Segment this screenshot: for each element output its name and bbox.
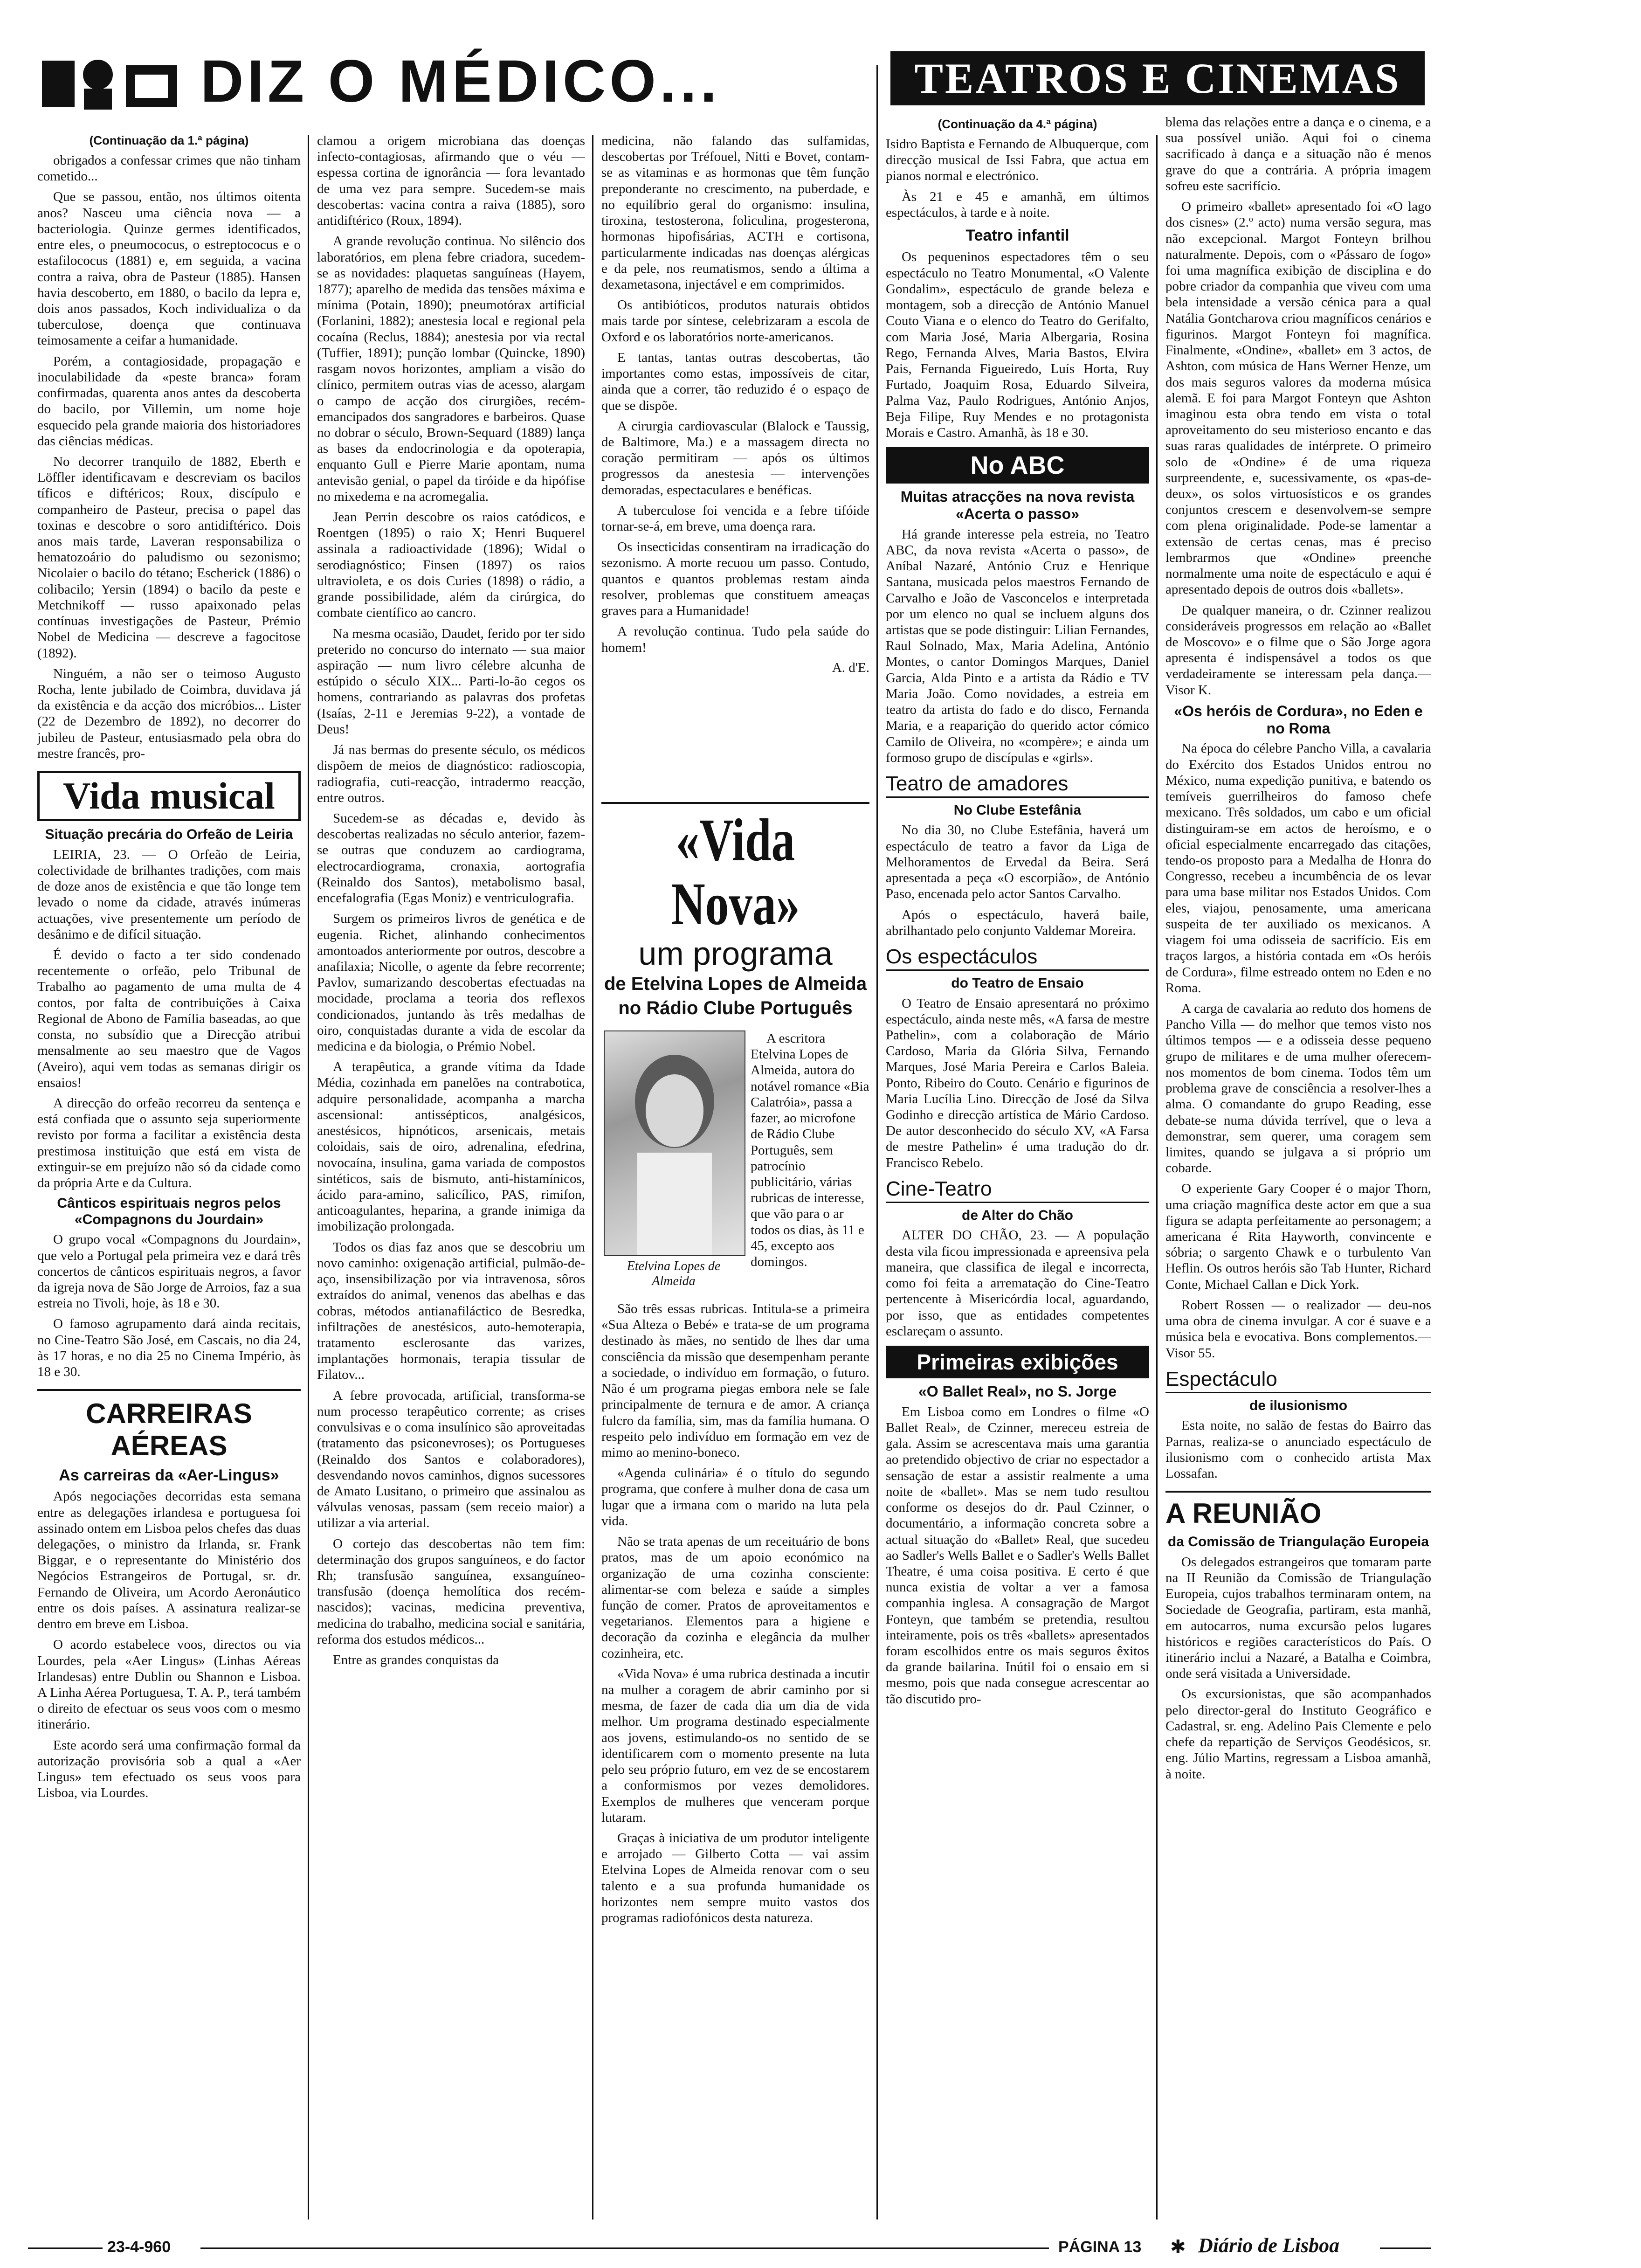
doctor-icon: [33, 51, 186, 112]
ballet-real-title: «O Ballet Real», no S. Jorge: [918, 1383, 1117, 1400]
article-paragraph: Jean Perrin descobre os raios catódicos, e Roentgen (1895) o raio X; Henri Buquerel assinala a radioactividade (1896); Widal o serodiagnóstico; Finsen (1897) os raios ultravioleta, e os dois Curies (1898) o rádio, a grande possibilidade, além da cirúrgica, do combate científico ao cancro.: [317, 510, 585, 621]
article-paragraph: LEIRIA, 23. — O Orfeão de Leiria, colectividade de brilhantes tradições, com mais de doze anos de existência e que tão longe tem levado o nome da cidade, através inúmeras actuações, vive presentemente um período de desânimo e de difícil situação.: [37, 847, 301, 942]
article-paragraph: Os pequeninos espectadores têm o seu espectáculo no Teatro Monumental, «O Valente Gondalim», espectáculo de grande beleza e montagem, sob a direcção de António Manuel Couto Viana e o elenco do Teatro do Gerifalto, com Maria José, Maria Albergaria, Rosina Rego, Fernanda Alves, Maria Bastos, Elvira Pais, Fernanda Figueiredo, Luís Horta, Ruy Furtado, Joaquim Rosa, Eduardo Silveira, Palma Vaz, Paulo Rodrigues, António Anjos, Beja Filipe, Ruy Mendes e no protagonista Morais e Castro. Amanhã, às 18 e 30.: [886, 249, 1149, 440]
article-paragraph: A grande revolução continua. No silêncio dos laboratórios, em plena febre criadora, sucedem-se as novidades: plaquetas sanguíneas (Hayem, 1877); aparelho de medida das tensões máxima e mínima (Potain, 1890); pneumotórax artificial (Forlanini, 1882); anestesia local e regional pela cocaína (Reclus, 1884); anestesia por via rectal (Tuffier, 1891); punção lombar (Quincke, 1890) rasgam novos horizontes, ampliam a visão do clínico, permitem outras vias de acesso, alargam o campo de acção dos cirurgiões, recém-emancipados dos sangradores e barbeiros. Quase no dobrar o século, Brown-Sequard (1889) lança as bases da endocrinologia e da opoterapia, enquanto Gull e Pierre Marie apontam, numa antevisão genial, o papel da tiróide e da hipófise no mixedema e na acromegalia.: [317, 234, 585, 504]
article-paragraph: A revolução continua. Tudo pela saúde do homem!: [601, 624, 869, 655]
diz-medico-title: DIZ O MÉDICO...: [200, 48, 721, 115]
vida-musical-title: Vida musical: [37, 771, 301, 821]
continuation-note: (Continuação da 1.ª página): [89, 133, 249, 147]
column-1: [37, 131, 301, 2224]
column-rule: [308, 135, 309, 2220]
article-paragraph: Às 21 e 45 e amanhã, em últimos espectáculos, à tarde e à noite.: [886, 189, 1149, 220]
column-4: [886, 114, 1149, 2224]
column-rule: [592, 135, 593, 2220]
article-paragraph: São três essas rubricas. Intitula-se a primeira «Sua Alteza o Bebé» e trata-se de um programa destinado às mães, no sentido de lhes dar uma consciência da missão que desempenham perante a sociedade, o indivíduo em formação, o futuro. Não é um programa piegas embora nele se fale principalmente de ternura e de amor. A criança fulcro da família, sim, mas da família humana. O respeito pelo indivíduo em formação em vez de mimo ao menino-boneco.: [601, 1301, 869, 1460]
primeiras-exibicoes-banner: Primeiras exibições: [886, 1346, 1149, 1378]
article-paragraph: Os antibióticos, produtos naturais obtidos mais tarde por síntese, celebrizaram a escola de Oxford e os laboratórios norte-americanos.: [601, 297, 869, 345]
continuation-note: (Continuação da 4.ª página): [938, 117, 1097, 131]
footer-date: 23-4-960: [107, 2238, 171, 2256]
article-paragraph: O grupo vocal «Compagnons du Jourdain», que velo a Portugal pela primeira vez e dará três concertos de cânticos espirituais negros, a favor da igreja nova de São Jorge de Arroios, faz a sua estreia no Tivoli, hoje, às 18 e 30.: [37, 1232, 301, 1311]
article-paragraph: O acordo estabelece voos, directos ou via Lourdes, pela «Aer Lingus» (Linhas Aéreas Irlandesas) entre Dublin ou Shannon e Lisboa. A Linha Aérea Portuguesa, T. A. P., terá também o direito de efectuar os seus voos com o mesmo itinerário.: [37, 1637, 301, 1732]
article-paragraph: Os insecticidas consentiram na irradicação do sezonismo. A morte recuou um passo. Contudo, quantos e quantos problemas restam ainda resolver, problemas que constituem ameaças graves para a Humanidade!: [601, 539, 869, 619]
vida-nova-wrap-text: [751, 1030, 869, 1301]
column-rule: [1156, 135, 1158, 2220]
article-paragraph: No decorrer tranquilo de 1882, Eberth e Löffler identificavam e descreviam os bacilos tíficos e diftéricos; Roux, discípulo e companheiro de Pasteur, precisa o papel das toxinas e descobre o soro antidiftérico. Dois anos mais tarde, Laveran responsabiliza o hematozoário do paludismo ou sezonismo; Nicolaier o bacilo do tétano; Escherick (1886) o colibacilo; Yersin (1894) o bacilo da peste e Metchnikoff — russo apaixonado pelas contínuas investigações de Pasteur, Prémio Nobel de Medicina — descreve a fagocitose (1892).: [37, 454, 301, 661]
teatros-cinemas-title: TEATROS E CINEMAS: [914, 55, 1401, 102]
article-paragraph: Esta noite, no salão de festas do Bairro das Parnas, realiza-se o anunciado espectáculo de ilusionismo com o conhecido artista Max Lossafan.: [1165, 1418, 1431, 1481]
article-paragraph: Que se passou, então, nos últimos oitenta anos? Nasceu uma ciência nova — a bacteriologia. Quinze germes identificados, entre eles, o pneumococus, o estreptococus e o estafilococus (1881) e, em seguida, a vacina contra a raiva, obra de Pasteur (1885). Hansen havia descoberto, em 1880, o bacilo da lepra e, dois anos passados, Koch individualiza o da tuberculose, doença que continuava teimosamente a ceifar a humanidade.: [37, 189, 301, 348]
canticos-title: Cânticos espirituais negros pelos «Compagnons du Jourdain»: [57, 1196, 281, 1227]
article-paragraph: Porém, a contagiosidade, propagação e inoculabilidade da «peste branca» foram confirmadas, quarenta anos antes da descoberta do bacilo, por Villemin, um nome hoje esquecido pela grande maioria dos historiadores das ciências médicas.: [37, 353, 301, 449]
carreiras-subtitle: As carreiras da «Aer-Lingus»: [59, 1466, 279, 1485]
article-paragraph: Os delegados estrangeiros que tomaram parte na II Reunião da Comissão de Triangulação Europeia, cujos trabalhos terminaram ontem, na Sociedade de Geografia, partiram, esta manhã, em autocarros, numa excursão pelos lugares históricos e regiões característicos do País. O itinerário inclui a Nazaré, a Batalha e Coimbra, onde será visitada a Universidade.: [1165, 1554, 1431, 1681]
footer-newspaper-name: Diário de Lisboa: [1198, 2234, 1340, 2257]
article-paragraph: Isidro Baptista e Fernando de Albuquerque, com direcção musical de Issi Fabra, que actua em pianos normal e electrónico.: [886, 137, 1149, 184]
article-paragraph: medicina, não falando das sulfamidas, descobertas por Tréfouel, Nitti e Bovet, contam-se as vitaminas e as hormonas que têm função preponderante no crescimento, na puberdade, e no equilíbrio geral do organismo: insulina, tiroxina, testosterona, foliculina, progesterona, hormonas hipofisárias, ACTH e cortisona, particularmente indicadas nas doenças alérgicas e da pele, nos reumatismos, sendo a última a dexametasona, injectável e em comprimidos.: [601, 133, 869, 292]
article-paragraph: E tantas, tantas outras descobertas, tão importantes como estas, impossíveis de citar, ainda que a correr, tão reduzido é o espaço de que se dispõe.: [601, 350, 869, 413]
abc-title: Muitas atracções na nova revista «Acerta o passo»: [900, 488, 1135, 522]
espectaculo-title: Espectáculo: [1165, 1368, 1431, 1393]
article-paragraph: A tuberculose foi vencida e a febre tifóide tornar-se-á, em breve, uma doença rara.: [601, 503, 869, 534]
vida-nova-subtitle-1: um programa: [638, 935, 833, 972]
clube-estefania-title: No Clube Estefânia: [953, 802, 1082, 818]
article-paragraph: A terapêutica, a grande vítima da Idade Média, cozinhada em panelões na contrabotica, adquire personalidade, acompanha a marcha ascensional: antissépticos, analgésicos, anestésicos, hipnóticos, arsenicais, metais coloidais, sais de oiro, adrenalina, efedrina, novocaína, insulina, gama variada de compostos sintéticos, sais de bismuto, anti-histamínicos, ácido para-amino, salicílico, PAS, rimifon, anticoagulantes, heparina, a grande inimiga da imobilização prolongada.: [317, 1059, 585, 1234]
footer-page-number: PÁGINA 13: [1058, 2238, 1142, 2256]
vida-nova-subtitle-2: de Etelvina Lopes de Almeida: [604, 974, 867, 994]
cine-teatro-title: Cine-Teatro: [886, 1177, 1149, 1203]
article-paragraph: «Agenda culinária» é o título do segundo programa, que confere à mulher dona de casa um lugar que a irmana com o marido na luta pela vida.: [601, 1466, 869, 1528]
article-paragraph: A direcção do orfeão recorreu da sentença e está confiada que o assunto seja superiormente revisto por forma a facilitar a existência desta prestimosa instituição que está em vista de extinguir-se em prejuízo não só da cidade como da própria Arte e da Cultura.: [37, 1095, 301, 1191]
article-paragraph: Todos os dias faz anos que se descobriu um novo caminho: oxigenação artificial, pulmão-de-aço, insensibilização por via intravenosa, sôros extraídos do animal, venenos das abelhas e das cobras, métodos antianafiláctico de Besredka, infiltrações de anestésicos, auto-hemoterapia, tratamento esclerosante das varizes, implantações hormonais, terapia tissular de Filatov...: [317, 1239, 585, 1383]
article-paragraph: Graças à iniciativa de um produtor inteligente e arrojado — Gilberto Cotta — vai assim Etelvina Lopes de Almeida renovar com o seu talento e a sua profunda humanidade os horizontes nem sempre muito vastos dos programas radiofónicos desta natureza.: [601, 1831, 869, 1926]
article-paragraph: Ninguém, a não ser o teimoso Augusto Rocha, lente jubilado de Coimbra, duvidava já da existência e da acção dos micróbios... Lister (22 de Dezembro de 1892), no decorrer do jubileu de Pasteur, entusiasmado pela obra do mestre francês, pro-: [37, 666, 301, 761]
article-paragraph: Não se trata apenas de um receituário de bons pratos, mas de um apoio económico na organização de uma cozinha consciente: alimentar-se com beleza e saúde a simples função de comer. Pratos de aproveitamentos e vegetarianos. Elementos para a higiene e decoração da cozinha e elegância da mulher cozinheira, etc.: [601, 1534, 869, 1661]
article-paragraph: Os excursionistas, que são acompanhados pelo director-geral do Instituto Geográfico e Cadastral, sr. eng. Adelino Pais Clemente e pelo chefe da repartição de Serviços Geodésicos, sr. eng. Júlio Martins, regressam a Lisboa amanhã, à noite.: [1165, 1687, 1431, 1782]
teatro-ensaio-title: do Teatro de Ensaio: [951, 975, 1084, 991]
column-rule: [876, 65, 878, 2220]
portrait-photo: [604, 1030, 745, 1256]
footer-rule-left: [28, 2247, 103, 2249]
vida-nova-body: [601, 1301, 869, 2224]
article-paragraph: clamou a origem microbiana das doenças infecto-contagiosas, afirmando que o véu — espessa cortina de ignorância — fora levantado de uma vez para sempre. Sucedem-se mais descobertas: vacina contra a raiva (1885), soro antidiftérico (Roux, 1894).: [317, 133, 585, 228]
article-paragraph: É devido o facto a ter sido condenado recentemente o orfeão, pelo Tribunal de Trabalho ao pagamento de uma multa de 4 contos, por falta de contribuições à Caixa Regional de Abono de Família baseadas, ao que consta, no subsídio que a Direcção atribui mensalmente ao seu maestro que de Vagos (Aveiro), aqui vem todas as semanas dirigir os ensaios!: [37, 947, 301, 1090]
article-paragraph: Após o espectáculo, haverá baile, abrilhantado pelo conjunto Valdemar Moreira.: [886, 907, 1149, 938]
footer-rule-right: [1380, 2247, 1431, 2249]
star-icon: ✱: [1170, 2236, 1186, 2258]
footer-rule-middle: [200, 2247, 1049, 2249]
article-paragraph: A febre provocada, artificial, transforma-se num processo terapêutico corrente; as crises convulsivas e o coma insulínico são aproveitadas (tratamento das psiconevroses); os Portugueses (Reinaldo dos Santos e colaboradores), desvendando novos caminhos, dignos sucessores de Amato Lusitano, o primeiro que assinalou as válvulas venosas, passam (sem receio maior) a utilizar a via arterial.: [317, 1388, 585, 1531]
column-2: [317, 133, 585, 2224]
article-paragraph: No dia 30, no Clube Estefânia, haverá um espectáculo de teatro a favor da Liga de Melhoramentos de Ervedal da Beira. Será apresentada a peça «O escorpião», de António Paso, encenada pelo actor Santos Carvalho.: [886, 823, 1149, 902]
photo-caption: Etelvina Lopes de Almeida: [627, 1259, 721, 1289]
article-paragraph: Robert Rossen — o realizador — deu-nos uma obra de cinema invulgar. A cor é suave e a música bela e evocativa. Bons complementos.— Visor 55.: [1165, 1297, 1431, 1361]
article-paragraph: Surgem os primeiros livros de genética e de eugenia. Richet, alinhando conhecimentos amontoados anteriormente por outros, descobre a anafilaxia; Nicolle, o agente da febre recorrente; Pavlov, sumarizando descobertas efectuadas na mocidade, proclama a teoria dos reflexos condicionados, juntando às três medalhas de oiro, conquistadas durante a vida de escolar da medicina e da biologia, o Prémio Nobel.: [317, 911, 585, 1054]
reuniao-subtitle: da Comissão de Triangulação Europeia: [1167, 1534, 1429, 1550]
article-paragraph: Sucedem-se as décadas e, devido às descobertas realizadas no século anterior, fazem-se outras que conduzem ao cardiograma, electrocardiograma, cronaxia, aortografia (Reinaldo dos Santos), metabolismo basal, encefalografia (Egas Moniz) e ventriculografia.: [317, 810, 585, 906]
article-paragraph: Entre as grandes conquistas da: [333, 1653, 499, 1668]
article-paragraph: O experiente Gary Cooper é o major Thorn, uma criação magnífica deste actor em que a sua figura se adapta perfeitamente ao personagem; a americana é Rita Hayworth, convincente e sóbria; o sargento Chawk e o turbulento Van Heflin. Os outros heróis são Tab Hunter, Richard Conte, Michael Callan e Dick York.: [1165, 1181, 1431, 1292]
article-paragraph: Há grande interesse pela estreia, no Teatro ABC, da nova revista «Acerta o passo», de Aníbal Nazaré, António Cruz e Henrique Santana, musicada pelos maestros Fernando de Carvalho e João de Vasconcelos e interpretada por um elenco no qual se incluem alguns dos artistas que se pode distinguir: Lilian Fernandes, Raul Solnado, Max, Maria Adelina, António Montes, o cantor Domingos Marques, Daniel Garcia, Alda Pinto e a artista da Rádio e TV Maria João. Como novidades, a estreia em teatro da artista do fado e do disco, Fernanda Maria, e a reaparição do querido actor cómico Camilo de Oliveira, no «compère»; e ainda um formoso grupo de discípulas e «girls».: [886, 526, 1149, 765]
vida-nova-subtitle-3: no Rádio Clube Português: [618, 998, 853, 1018]
ilusionismo-title: de ilusionismo: [1249, 1397, 1348, 1413]
column-5: [1165, 114, 1431, 2224]
article-paragraph: obrigados a confessar crimes que não tinham cometido...: [37, 153, 301, 184]
vida-nova-header: [601, 802, 869, 1020]
article-paragraph: O Teatro de Ensaio apresentará no próximo espectáculo, ainda neste mês, «A farsa de mestre Pathelin», com a colaboração de Mário Cardoso, Maria da Glória Silva, Fernando Marques, José Maria Pereira e Carlos Baleia. Ponto, Ribeiro do Couto. Cenário e figurinos de Maria Lucília Lino. Direcção de José da Silva Godinho e direcção artística de Mário Cardoso. De autor desconhecido do século XV, «A Farsa de mestre Pathelin» é uma tradução do dr. Francisco Rebelo.: [886, 996, 1149, 1170]
article-signature: A. d'E.: [832, 660, 869, 675]
article-paragraph: «Vida Nova» é uma rubrica destinada a incutir na mulher a coragem de abrir caminho por si mesma, de fazer de cada dia um dia de vida melhor. Um programa destinado especialmente aos jovens, estimulando-os no sentido de se identificarem com o momento presente na luta pelo seu próprio futuro, em vez de se encostarem a conformismos por vezes demolidores. Exemplos de mulheres que venceram porque lutaram.: [601, 1666, 869, 1825]
article-paragraph: De qualquer maneira, o dr. Czinner realizou consideráveis progressos em relação ao «Ballet de Moscovo» e o filme que o São Jorge agora apresenta é indispensável a todos os que verdadeiramente se interessam pela dança.— Visor K.: [1165, 602, 1431, 698]
article-paragraph: blema das relações entre a dança e o cinema, e a sua possível união. Aqui foi o cinema sacrificado à dança e a situação não é menos grave do que a contrária. A própria imagem sofreu este sacrifício.: [1165, 115, 1431, 194]
article-paragraph: Na época do célebre Pancho Villa, a cavalaria do Exército dos Estados Unidos entrou no México, numa expedição punitiva, e batendo os temíveis guerrilheiros do famoso chefe mexicano. Três soldados, um cabo e um oficial distinguiram-se em actos de heroísmo, e o oficial especialmente encarregado das citações, tendo-os proposto para a Medalha de Honra do Congresso, recebeu a incumbência de os levar para uma base militar nos Estados Unidos. Com eles, viajou, penosamente, uma americana suspeita de ter auxiliado os mexicanos. A viagem foi uma odisseia de sacrifício. Eis em traços largos, a história contada em «Os heróis de Cordura», filme estreado ontem no Eden e no Roma.: [1165, 741, 1431, 996]
article-paragraph: Já nas bermas do presente século, os médicos dispõem de meios de diagnóstico: radioscopia, radiografia, cuti-reacção, intradermo reacção, entre outros.: [317, 742, 585, 805]
article-paragraph: Este acordo será uma confirmação formal da autorização provisória sob a qual a «Aer Lingus» tem efectuado os seus voos para Lisboa, via Lourdes.: [37, 1737, 301, 1801]
article-paragraph: A escritora Etelvina Lopes de Almeida, autora do notável romance «Bia Calatróia», passa a fazer, ao microfone de Rádio Clube Português, sem patrocínio publicitário, várias rubricas de interesse, que vão para o ar todos os dias, às 11 e 45, excepto aos domingos.: [751, 1031, 869, 1270]
article-paragraph: A cirurgia cardiovascular (Blalock e Taussig, de Baltimore, Ma.) e a massagem directa no coração permitiram — após os últimos progressos da anestesia — intervenções demoradas, espectaculares e benéficas.: [601, 418, 869, 498]
reuniao-title: A REUNIÃO: [1165, 1491, 1431, 1529]
no-abc-banner: No ABC: [886, 447, 1149, 484]
diz-medico-header: [33, 47, 872, 117]
alter-chao-title: de Alter do Chão: [962, 1207, 1073, 1223]
teatros-cinemas-header: [890, 51, 1425, 105]
teatro-amadores-title: Teatro de amadores: [886, 772, 1149, 798]
teatro-infantil-title: Teatro infantil: [965, 227, 1069, 245]
carreiras-aereas-title: CARREIRAS AÉREAS: [37, 1389, 301, 1462]
article-paragraph: Em Lisboa como em Londres o filme «O Ballet Real», de Czinner, mereceu estreia de gala. Assim se acrescentava mais uma garantia ao pretendido objectivo de criar no espectador a sensação de estar a assistir realmente a uma noite de «ballet». Mas se nem tudo resultou conforme os desejos do dr. Paul Czinner, o documentário, a informação concreta sobre a actual situação do «Ballet» Real, que sucedeu ao Sadler's Wells Ballet e o Sadler's Wells Ballet Theatre, é uma coisa positiva. E certo é que nunca existia de voltar a ver a famosa companhia inglesa. A consagração de Margot Fonteyn, que também se pretendia, resultou inteiramente, pois os três «ballets» apresentados foram escolhidos entre os mais seguros êxitos da grande bailarina. Inútil foi o ensaio em si mesmo, pois que nada consegue acrescentar ao tão discutido pro-: [886, 1404, 1149, 1707]
article-paragraph: O cortejo das descobertas não tem fim: determinação dos grupos sanguíneos, e do factor Rh; transfusão sanguínea, exsanguíneo-transfusão (doença hemolítica dos recém-nascidos); vacinas, medicina preventiva, medicina do trabalho, medicina social e sanitária, reforma dos estudos médicos...: [317, 1536, 585, 1647]
article-paragraph: Após negociações decorridas esta semana entre as delegações irlandesa e portuguesa foi assinado ontem em Lisboa pelos chefes das duas delegações, o ministro da Irlanda, sr. Frank Biggar, e o representante do Ministério dos Negócios Estrangeiros de Portugal, sr. dr. Fernando de Oliveira, um Acordo Aeronáutico entre os dois países. A assinatura realizar-se dentro em breve em Lisboa.: [37, 1489, 301, 1632]
espectaculos-title: Os espectáculos: [886, 945, 1149, 971]
article-paragraph: A carga de cavalaria ao reduto dos homens de Pancho Villa — do melhor que temos visto nos últimos tempos — e a odisseia desse pequeno grupo de militares e de uma mulher oferecem-nos momentos de bom cinema. Todos têm um problema grave de consciência a resolver-lhes a alma. O comandante do grupo Reading, esse debate-se numa dúvida terrível, que o leva a demonstrar, sem querer, uma coragem sem limites, quando se julgava a si próprio um cobarde.: [1165, 1001, 1431, 1176]
article-paragraph: Na mesma ocasião, Daudet, ferido por ter sido preterido no concurso do internato — sua maior aspiração — num livro célebre alcunha de estúpido o século XIX... Parti-lo-ão cegos os homens, contrariando as palavras dos profetas (Isaías, 2-11 e Jeremias 9-22), a vontade de Deus!: [317, 626, 585, 737]
orfeao-title: Situação precária do Orfeão de Leiria: [45, 827, 293, 843]
article-paragraph: O primeiro «ballet» apresentado foi «O lago dos cisnes» (2.º acto) numa versão segura, mas não excepcional. Margot Fonteyn brilhou naturalmente. Depois, com o «Pássaro de fogo» foi uma magnífica exibição de disciplina e do pobre criador da companhia que viveu com uma bela intensidade a versão cénica para a qual Natália Gontcharova criou magníficos cenários e figurinos. Margot Fonteyn foi magnífica. Finalmente, «Ondine», «ballet» em 3 actos, de Ashton, com música de Hans Werner Henze, um dos mais seguros valores da moderna música alemã. E foi para Margot Fonteyn que Ashton imaginou esta obra tendo em vista o total aproveitamento do seu misterioso encanto e das suas raras qualidades de intérprete. O primeiro solo de «Ondine» é de uma riqueza surpreendente, e, sucessivamente, os «pas-de-deux», os solos virtuosísticos e os grandes conjuntos crescem e desenvolvem-se sempre com plena originalidade. Pode-se lamentar a extensão de certas cenas, mas é preciso lembrarmos que «Ondine» preenche normalmente uma noite de espectáculo e aqui é apresentado depois de outros dois «ballets».: [1165, 199, 1431, 597]
article-paragraph: ALTER DO CHÃO, 23. — A população desta vila ficou impressionada e apreensiva pela maneira, que classifica de ilegal e incorrecta, como foi feita a arrematação do Cine-Teatro pertencente à Misericórdia local, aguardando, por isso, que as entidades competentes esclareçam o assunto.: [886, 1228, 1149, 1339]
article-paragraph: O famoso agrupamento dará ainda recitais, no Cine-Teatro São José, em Cascais, no dia 24, às 17 horas, e no dia 25 no Cinema Império, às 18 e 30.: [37, 1316, 301, 1380]
cordura-title: «Os heróis de Cordura», no Eden e no Roma: [1174, 702, 1423, 737]
vida-nova-title: «Vida Nova»: [671, 807, 800, 938]
